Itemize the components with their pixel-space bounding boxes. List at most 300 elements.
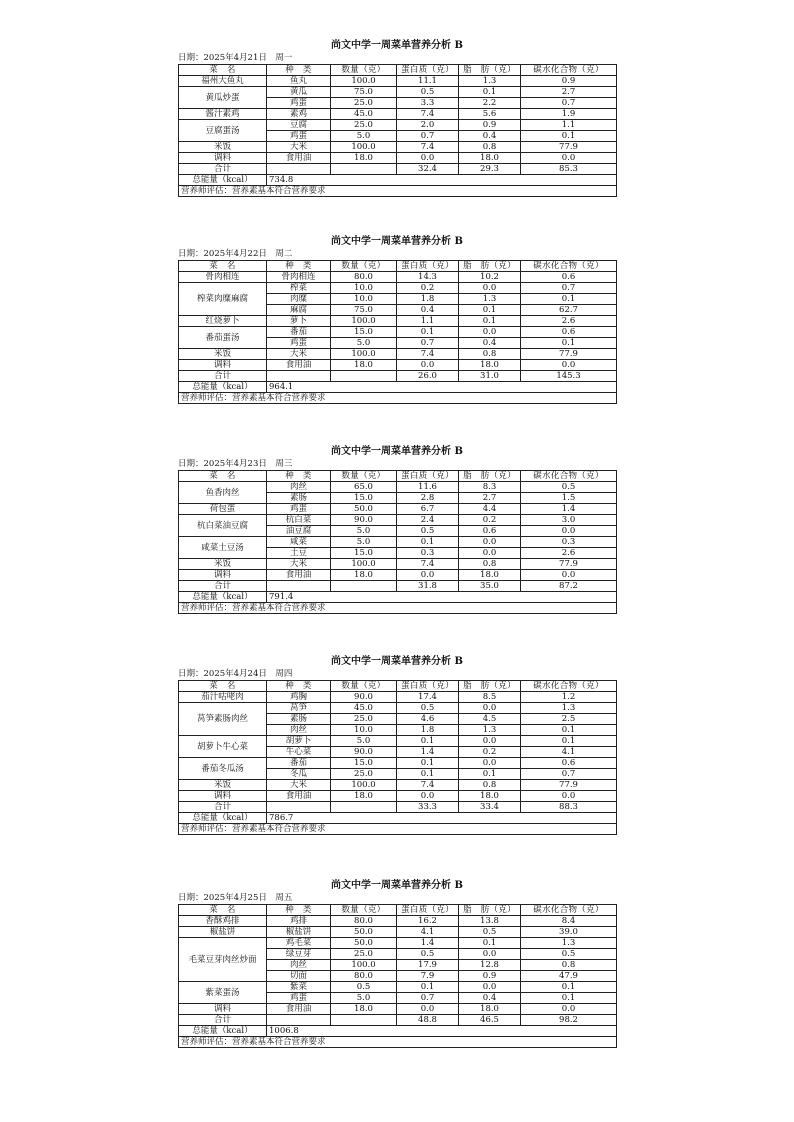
fat-cell: 0.0: [459, 703, 521, 714]
column-header: 碳水化合物（克）: [521, 905, 617, 916]
column-header: 蛋白质（克）: [397, 471, 459, 482]
header-row: [179, 261, 617, 272]
carb-cell: 0.0: [521, 153, 617, 164]
carb-cell: 77.9: [521, 349, 617, 360]
fat-cell: 0.6: [459, 526, 521, 537]
carb-cell: 8.4: [521, 916, 617, 927]
fat-cell: 0.0: [459, 982, 521, 993]
fat-cell: 0.4: [459, 993, 521, 1004]
protein-cell: 7.4: [397, 780, 459, 791]
column-header: 蛋白质（克）: [397, 681, 459, 692]
carb-cell: 1.4: [521, 504, 617, 515]
table-row: [179, 142, 617, 153]
fat-cell: 18.0: [459, 570, 521, 581]
ingredient-cell: 食用油: [267, 153, 331, 164]
carb-cell: 77.9: [521, 142, 617, 153]
ingredient-cell: 食用油: [267, 791, 331, 802]
evaluation-text: 营养师评估：营养素基本符合营养要求: [179, 1037, 617, 1048]
fat-cell: 1.3: [459, 294, 521, 305]
table-row: [179, 559, 617, 570]
column-header: 菜 名: [179, 681, 267, 692]
quantity-cell: 90.0: [331, 747, 397, 758]
ingredient-cell: 豆腐: [267, 120, 331, 131]
table-row: [179, 927, 617, 938]
ingredient-cell: 鸡蛋: [267, 98, 331, 109]
protein-cell: 3.3: [397, 98, 459, 109]
column-header: 菜 名: [179, 261, 267, 272]
carb-cell: 0.1: [521, 131, 617, 142]
protein-cell: 17.4: [397, 692, 459, 703]
carb-cell: 0.1: [521, 338, 617, 349]
fat-cell: 0.1: [459, 316, 521, 327]
column-header: 种 类: [267, 65, 331, 76]
quantity-cell: 10.0: [331, 283, 397, 294]
ingredient-cell: 油豆腐: [267, 526, 331, 537]
quantity-cell: 50.0: [331, 504, 397, 515]
fat-cell: 0.0: [459, 537, 521, 548]
protein-cell: 1.8: [397, 725, 459, 736]
quantity-cell: 18.0: [331, 1004, 397, 1015]
quantity-cell: 45.0: [331, 109, 397, 120]
column-header: 脂 肪（克）: [459, 905, 521, 916]
total-value: 46.5: [459, 1015, 521, 1026]
quantity-cell: 50.0: [331, 938, 397, 949]
carb-cell: 0.1: [521, 294, 617, 305]
dish-name: 骨肉相连: [179, 272, 267, 283]
table-row: [179, 504, 617, 515]
protein-cell: 1.4: [397, 938, 459, 949]
fat-cell: 13.8: [459, 916, 521, 927]
carb-cell: 0.6: [521, 758, 617, 769]
protein-cell: 7.4: [397, 142, 459, 153]
quantity-cell: 80.0: [331, 916, 397, 927]
report-title: 尚文中学一周菜单营养分析 B: [331, 656, 463, 667]
total-value: 98.2: [521, 1015, 617, 1026]
column-header: 碳水化合物（克）: [521, 65, 617, 76]
protein-cell: 0.7: [397, 338, 459, 349]
table-row: [179, 349, 617, 360]
carb-cell: 0.7: [521, 98, 617, 109]
ingredient-cell: 肉糜: [267, 294, 331, 305]
carb-cell: 3.0: [521, 515, 617, 526]
date-line: 日期：2025年4月21日 周一: [178, 53, 293, 63]
evaluation-row: [179, 393, 617, 404]
protein-cell: 0.2: [397, 283, 459, 294]
dish-name: 咸菜土豆汤: [179, 537, 267, 559]
quantity-cell: 5.0: [331, 338, 397, 349]
carb-cell: 0.6: [521, 327, 617, 338]
total-value: 87.2: [521, 581, 617, 592]
total-value: 145.3: [521, 371, 617, 382]
quantity-cell: 25.0: [331, 120, 397, 131]
total-label: 合计: [179, 1015, 267, 1026]
header-row: [179, 471, 617, 482]
fat-cell: 0.1: [459, 305, 521, 316]
fat-cell: 8.3: [459, 482, 521, 493]
protein-cell: 7.4: [397, 349, 459, 360]
protein-cell: 7.9: [397, 971, 459, 982]
dish-name: 米饭: [179, 780, 267, 791]
dish-name: 毛菜豆芽肉丝炒面: [179, 938, 267, 982]
quantity-cell: 25.0: [331, 769, 397, 780]
table-row: [179, 316, 617, 327]
date-line: 日期：2025年4月25日 周五: [178, 893, 293, 903]
carb-cell: 0.0: [521, 1004, 617, 1015]
quantity-cell: 80.0: [331, 272, 397, 283]
carb-cell: 1.1: [521, 120, 617, 131]
total-value: 48.8: [397, 1015, 459, 1026]
protein-cell: 0.7: [397, 131, 459, 142]
ingredient-cell: 鸡胸: [267, 692, 331, 703]
table-row: [179, 109, 617, 120]
energy-label: 总能量（kcal）: [179, 382, 267, 393]
dish-name: 调料: [179, 360, 267, 371]
column-header: 种 类: [267, 905, 331, 916]
energy-value: 734.8: [267, 175, 617, 186]
evaluation-row: [179, 824, 617, 835]
table-row: [179, 703, 617, 714]
protein-cell: 0.0: [397, 570, 459, 581]
dish-name: 紫菜蛋汤: [179, 982, 267, 1004]
table-row: [179, 482, 617, 493]
quantity-cell: 15.0: [331, 548, 397, 559]
protein-cell: 4.1: [397, 927, 459, 938]
dish-name: 调料: [179, 570, 267, 581]
empty-cell: [331, 371, 397, 382]
total-value: 33.4: [459, 802, 521, 813]
table-row: [179, 791, 617, 802]
dish-name: 胡萝卜牛心菜: [179, 736, 267, 758]
protein-cell: 0.4: [397, 305, 459, 316]
column-header: 数量（克）: [331, 65, 397, 76]
dish-name: 椒盐饼: [179, 927, 267, 938]
table-row: [179, 327, 617, 338]
ingredient-cell: 鸡排: [267, 916, 331, 927]
ingredient-cell: 黄瓜: [267, 87, 331, 98]
ingredient-cell: 鸡毛菜: [267, 938, 331, 949]
quantity-cell: 15.0: [331, 327, 397, 338]
protein-cell: 0.7: [397, 993, 459, 1004]
empty-cell: [267, 164, 331, 175]
ingredient-cell: 鸡蛋: [267, 993, 331, 1004]
protein-cell: 0.0: [397, 791, 459, 802]
ingredient-cell: 杭白菜: [267, 515, 331, 526]
total-value: 26.0: [397, 371, 459, 382]
fat-cell: 0.8: [459, 142, 521, 153]
carb-cell: 1.3: [521, 703, 617, 714]
evaluation-row: [179, 1037, 617, 1048]
ingredient-cell: 食用油: [267, 570, 331, 581]
carb-cell: 4.1: [521, 747, 617, 758]
empty-cell: [267, 581, 331, 592]
ingredient-cell: 牛心菜: [267, 747, 331, 758]
empty-cell: [267, 371, 331, 382]
column-header: 种 类: [267, 681, 331, 692]
quantity-cell: 5.0: [331, 526, 397, 537]
date-line: 日期：2025年4月24日 周四: [178, 669, 293, 679]
dish-name: 调料: [179, 791, 267, 802]
carb-cell: 1.5: [521, 493, 617, 504]
protein-cell: 0.1: [397, 758, 459, 769]
dish-name: 米饭: [179, 142, 267, 153]
quantity-cell: 100.0: [331, 142, 397, 153]
report-title: 尚文中学一周菜单营养分析 B: [331, 236, 463, 247]
table-row: [179, 283, 617, 294]
carb-cell: 0.5: [521, 949, 617, 960]
fat-cell: 18.0: [459, 153, 521, 164]
column-header: 碳水化合物（克）: [521, 681, 617, 692]
table-row: [179, 153, 617, 164]
carb-cell: 1.2: [521, 692, 617, 703]
ingredient-cell: 肉丝: [267, 725, 331, 736]
ingredient-cell: 素肠: [267, 714, 331, 725]
protein-cell: 1.8: [397, 294, 459, 305]
column-header: 碳水化合物（克）: [521, 261, 617, 272]
quantity-cell: 75.0: [331, 305, 397, 316]
total-row: [179, 371, 617, 382]
fat-cell: 18.0: [459, 1004, 521, 1015]
ingredient-cell: 大米: [267, 142, 331, 153]
quantity-cell: 15.0: [331, 758, 397, 769]
total-label: 合计: [179, 581, 267, 592]
quantity-cell: 80.0: [331, 971, 397, 982]
day-block: [178, 656, 616, 835]
quantity-cell: 25.0: [331, 949, 397, 960]
carb-cell: 0.1: [521, 982, 617, 993]
quantity-cell: 5.0: [331, 131, 397, 142]
carb-cell: 0.1: [521, 736, 617, 747]
quantity-cell: 18.0: [331, 153, 397, 164]
protein-cell: 0.1: [397, 327, 459, 338]
carb-cell: 0.1: [521, 993, 617, 1004]
total-row: [179, 581, 617, 592]
fat-cell: 0.8: [459, 780, 521, 791]
date-line: 日期：2025年4月22日 周二: [178, 249, 293, 259]
day-block: [178, 236, 616, 404]
table-row: [179, 1004, 617, 1015]
protein-cell: 1.1: [397, 316, 459, 327]
energy-value: 1006.8: [267, 1026, 617, 1037]
energy-row: [179, 592, 617, 603]
empty-cell: [331, 164, 397, 175]
ingredient-cell: 切面: [267, 971, 331, 982]
carb-cell: 0.0: [521, 526, 617, 537]
ingredient-cell: 大米: [267, 559, 331, 570]
ingredient-cell: 食用油: [267, 360, 331, 371]
dish-name: 米饭: [179, 559, 267, 570]
energy-label: 总能量（kcal）: [179, 1026, 267, 1037]
empty-cell: [331, 802, 397, 813]
table-row: [179, 515, 617, 526]
energy-row: [179, 382, 617, 393]
fat-cell: 0.0: [459, 949, 521, 960]
ingredient-cell: 莴笋: [267, 703, 331, 714]
empty-cell: [267, 802, 331, 813]
carb-cell: 1.9: [521, 109, 617, 120]
quantity-cell: 18.0: [331, 360, 397, 371]
fat-cell: 2.7: [459, 493, 521, 504]
column-header: 数量（克）: [331, 471, 397, 482]
day-block: [178, 880, 616, 1048]
nutrition-table: [178, 260, 617, 404]
protein-cell: 0.1: [397, 736, 459, 747]
quantity-cell: 90.0: [331, 692, 397, 703]
header-row: [179, 681, 617, 692]
ingredient-cell: 鸡蛋: [267, 338, 331, 349]
protein-cell: 0.0: [397, 1004, 459, 1015]
fat-cell: 0.1: [459, 769, 521, 780]
total-value: 85.3: [521, 164, 617, 175]
carb-cell: 62.7: [521, 305, 617, 316]
ingredient-cell: 素鸡: [267, 109, 331, 120]
fat-cell: 0.0: [459, 736, 521, 747]
quantity-cell: 100.0: [331, 780, 397, 791]
table-row: [179, 758, 617, 769]
column-header: 菜 名: [179, 65, 267, 76]
ingredient-cell: 肉丝: [267, 960, 331, 971]
nutrition-table: [178, 904, 617, 1048]
report-title: 尚文中学一周菜单营养分析 B: [331, 40, 463, 51]
quantity-cell: 5.0: [331, 993, 397, 1004]
ingredient-cell: 冬瓜: [267, 769, 331, 780]
column-header: 菜 名: [179, 905, 267, 916]
energy-row: [179, 175, 617, 186]
total-value: 29.3: [459, 164, 521, 175]
nutrition-table: [178, 470, 617, 614]
carb-cell: 0.8: [521, 960, 617, 971]
protein-cell: 0.5: [397, 703, 459, 714]
carb-cell: 2.6: [521, 548, 617, 559]
fat-cell: 10.2: [459, 272, 521, 283]
ingredient-cell: 椒盐饼: [267, 927, 331, 938]
day-block: [178, 40, 616, 197]
ingredient-cell: 大米: [267, 780, 331, 791]
dish-name: 番茄冬瓜汤: [179, 758, 267, 780]
column-header: 蛋白质（克）: [397, 65, 459, 76]
fat-cell: 18.0: [459, 360, 521, 371]
fat-cell: 4.5: [459, 714, 521, 725]
carb-cell: 0.5: [521, 482, 617, 493]
protein-cell: 0.5: [397, 526, 459, 537]
table-row: [179, 916, 617, 927]
header-row: [179, 905, 617, 916]
carb-cell: 0.0: [521, 360, 617, 371]
table-row: [179, 272, 617, 283]
protein-cell: 2.4: [397, 515, 459, 526]
nutrition-table: [178, 64, 617, 197]
dish-name: 莴笋素肠肉丝: [179, 703, 267, 736]
protein-cell: 0.1: [397, 769, 459, 780]
ingredient-cell: 食用油: [267, 1004, 331, 1015]
fat-cell: 0.0: [459, 548, 521, 559]
fat-cell: 0.5: [459, 927, 521, 938]
quantity-cell: 25.0: [331, 98, 397, 109]
fat-cell: 1.3: [459, 725, 521, 736]
total-label: 合计: [179, 802, 267, 813]
ingredient-cell: 素肠: [267, 493, 331, 504]
protein-cell: 7.4: [397, 559, 459, 570]
protein-cell: 4.6: [397, 714, 459, 725]
ingredient-cell: 大米: [267, 349, 331, 360]
dish-name: 杭白菜油豆腐: [179, 515, 267, 537]
ingredient-cell: 咸菜: [267, 537, 331, 548]
protein-cell: 0.3: [397, 548, 459, 559]
carb-cell: 77.9: [521, 780, 617, 791]
total-value: 33.3: [397, 802, 459, 813]
fat-cell: 0.1: [459, 938, 521, 949]
carb-cell: 2.7: [521, 87, 617, 98]
quantity-cell: 65.0: [331, 482, 397, 493]
fat-cell: 0.8: [459, 349, 521, 360]
total-value: 31.0: [459, 371, 521, 382]
fat-cell: 0.0: [459, 283, 521, 294]
ingredient-cell: 鱼丸: [267, 76, 331, 87]
fat-cell: 4.4: [459, 504, 521, 515]
fat-cell: 18.0: [459, 791, 521, 802]
protein-cell: 14.3: [397, 272, 459, 283]
table-row: [179, 692, 617, 703]
total-value: 88.3: [521, 802, 617, 813]
total-value: 35.0: [459, 581, 521, 592]
energy-value: 791.4: [267, 592, 617, 603]
fat-cell: 12.8: [459, 960, 521, 971]
column-header: 蛋白质（克）: [397, 261, 459, 272]
dish-name: 调料: [179, 153, 267, 164]
protein-cell: 0.5: [397, 87, 459, 98]
protein-cell: 2.0: [397, 120, 459, 131]
quantity-cell: 18.0: [331, 791, 397, 802]
column-header: 脂 肪（克）: [459, 681, 521, 692]
quantity-cell: 75.0: [331, 87, 397, 98]
evaluation-text: 营养师评估：营养素基本符合营养要求: [179, 824, 617, 835]
carb-cell: 1.3: [521, 938, 617, 949]
carb-cell: 0.1: [521, 725, 617, 736]
column-header: 碳水化合物（克）: [521, 471, 617, 482]
energy-value: 786.7: [267, 813, 617, 824]
table-row: [179, 938, 617, 949]
dish-name: 番茄蛋汤: [179, 327, 267, 349]
quantity-cell: 45.0: [331, 703, 397, 714]
carb-cell: 47.9: [521, 971, 617, 982]
ingredient-cell: 鸡蛋: [267, 131, 331, 142]
protein-cell: 11.1: [397, 76, 459, 87]
protein-cell: 0.5: [397, 949, 459, 960]
protein-cell: 0.0: [397, 360, 459, 371]
quantity-cell: 0.5: [331, 982, 397, 993]
fat-cell: 0.2: [459, 515, 521, 526]
fat-cell: 0.4: [459, 131, 521, 142]
fat-cell: 8.5: [459, 692, 521, 703]
quantity-cell: 50.0: [331, 927, 397, 938]
dish-name: 荷包蛋: [179, 504, 267, 515]
total-value: 32.4: [397, 164, 459, 175]
quantity-cell: 100.0: [331, 76, 397, 87]
table-row: [179, 570, 617, 581]
total-label: 合计: [179, 164, 267, 175]
carb-cell: 0.6: [521, 272, 617, 283]
carb-cell: 0.7: [521, 283, 617, 294]
fat-cell: 0.9: [459, 120, 521, 131]
evaluation-row: [179, 186, 617, 197]
protein-cell: 11.6: [397, 482, 459, 493]
ingredient-cell: 番茄: [267, 327, 331, 338]
ingredient-cell: 萝卜: [267, 316, 331, 327]
ingredient-cell: 榨菜: [267, 283, 331, 294]
empty-cell: [331, 581, 397, 592]
total-row: [179, 1015, 617, 1026]
empty-cell: [331, 1015, 397, 1026]
table-row: [179, 736, 617, 747]
